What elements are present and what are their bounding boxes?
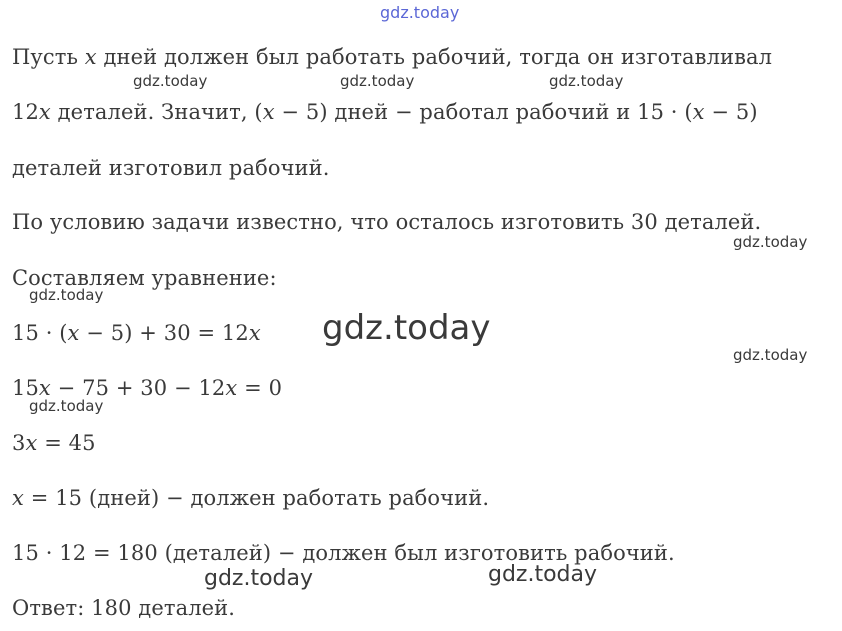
watermark: gdz.today <box>488 562 598 587</box>
watermark: gdz.today <box>29 397 104 415</box>
watermark: gdz.today <box>29 286 104 304</box>
watermark: gdz.today <box>733 346 808 364</box>
text-line: Составляем уравнение: <box>12 266 277 290</box>
watermark: gdz.today <box>340 72 415 90</box>
text-line: Пусть x дней должен был работать рабочий, тогда он изготавливал <box>12 45 773 69</box>
text-line: деталей изготовил рабочий. <box>12 156 330 180</box>
equation-line: 3x = 45 <box>12 431 96 455</box>
text-line: 15 · 12 = 180 (деталей) − должен был изготовить рабочий. <box>12 541 675 565</box>
watermark: gdz.today <box>733 233 808 251</box>
text-line: 12x деталей. Значит, (x − 5) дней − работал рабочий и 15 · (x − 5) <box>12 100 758 124</box>
watermark: gdz.today <box>133 72 208 90</box>
watermark: gdz.today <box>380 3 460 22</box>
equation-line: 15x − 75 + 30 − 12x = 0 <box>12 376 283 400</box>
text-line: По условию задачи известно, что осталось изготовить 30 деталей. <box>12 210 762 234</box>
answer-line: Ответ: 180 деталей. <box>12 596 236 620</box>
equation-line: 15 · (x − 5) + 30 = 12x <box>12 321 261 345</box>
watermark: gdz.today <box>322 308 491 348</box>
watermark: gdz.today <box>549 72 624 90</box>
watermark: gdz.today <box>204 566 314 591</box>
text-line: x = 15 (дней) − должен работать рабочий. <box>12 486 490 510</box>
